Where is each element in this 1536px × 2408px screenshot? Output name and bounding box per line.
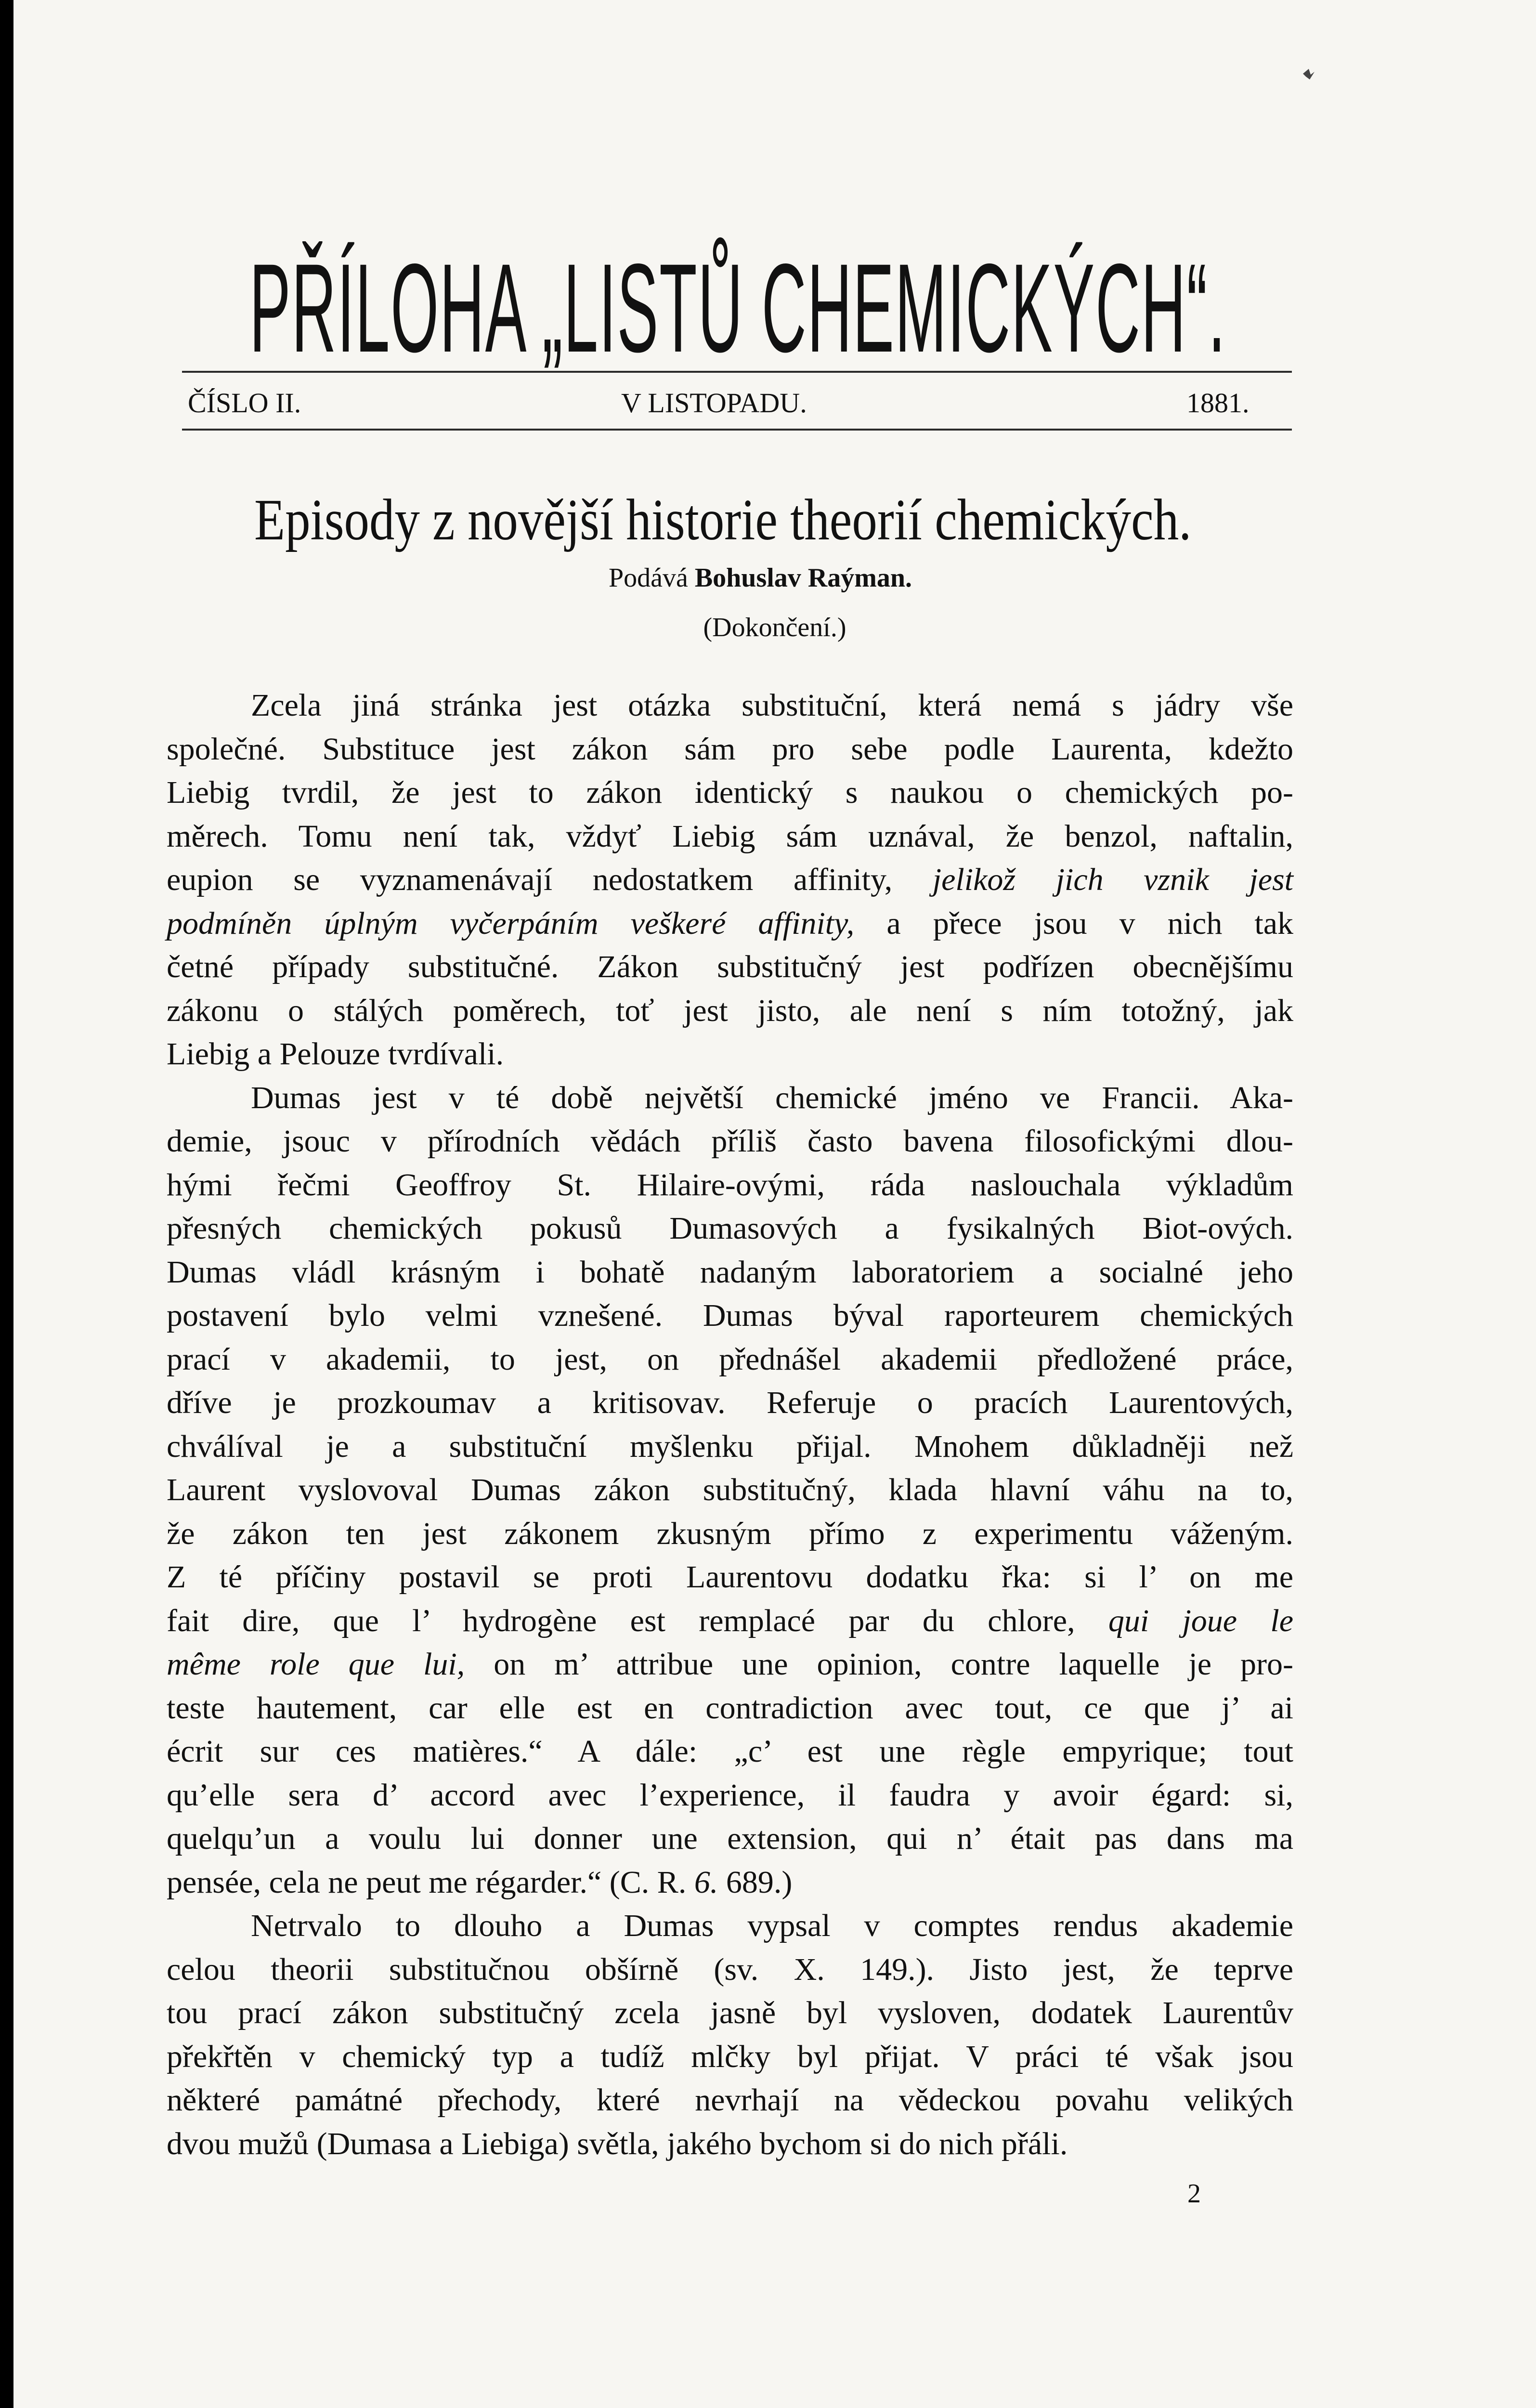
text-segment: celou theorii substitučnou obšírně (sv. X. 149.). Jisto jest, že teprve bbox=[167, 1951, 1293, 1987]
text-segment: zákonu o stálých poměrech, toť jest jisto, ale není s ním totožný, jak bbox=[167, 993, 1293, 1028]
text-line bbox=[167, 1251, 1293, 1295]
text-segment: Laurent vyslovoval Dumas zákon substitučný, klada hlavní váhu na to, bbox=[167, 1472, 1293, 1507]
text-line bbox=[167, 771, 1293, 815]
text-line bbox=[167, 1774, 1293, 1818]
text-segment: Netrvalo to dlouho a Dumas vypsal v comptes rendus akademie bbox=[251, 1908, 1293, 1943]
text-line bbox=[167, 2122, 1293, 2166]
text-segment: fait dire, que l’ hydrogène est remplacé par du chlore, bbox=[167, 1603, 1108, 1638]
text-line bbox=[167, 1904, 1293, 1948]
text-segment: demie, jsouc v přírodních vědách příliš často bavena filosofickými dlou- bbox=[167, 1124, 1293, 1159]
text-segment: Dumas vládl krásným i bohatě nadaným laboratoriem a socialné jeho bbox=[167, 1254, 1293, 1290]
issue-year: 1881. bbox=[1186, 387, 1250, 419]
text-segment: 689.) bbox=[718, 1864, 793, 1900]
text-line bbox=[167, 815, 1293, 859]
text-segment: quelqu’un a voulu lui donner une extension, qui n’ était pas dans ma bbox=[167, 1821, 1293, 1856]
text-line bbox=[167, 1164, 1293, 1207]
text-segment: qu’elle sera d’ accord avec l’experience, il faudra y avoir égard: si, bbox=[167, 1777, 1293, 1813]
italic-segment: même role que lui, bbox=[167, 1647, 465, 1682]
text-line bbox=[167, 1076, 1293, 1120]
text-line bbox=[167, 1338, 1293, 1382]
text-segment: překřtěn v chemický typ a tudíž mlčky byl přijat. V práci té však jsou bbox=[167, 2039, 1293, 2074]
text-segment: Dumas jest v té době největší chemické jméno ve Francii. Aka- bbox=[251, 1080, 1293, 1115]
masthead-rule-top bbox=[182, 371, 1292, 373]
text-line bbox=[167, 1948, 1293, 1992]
masthead-title: PŘÍLOHA „LISTŮ CHEMICKÝCH“. bbox=[249, 237, 1226, 379]
article-byline bbox=[13, 561, 1522, 595]
continuation-note: (Dokončení.) bbox=[703, 613, 846, 642]
text-line bbox=[167, 902, 1293, 946]
issue-number: ČÍSLO II. bbox=[188, 387, 301, 419]
text-segment: teste hautement, car elle est en contradiction avec tout, ce que j’ ai bbox=[167, 1690, 1293, 1726]
text-line bbox=[167, 1861, 1293, 1905]
italic-segment: podmíněn úplným vyčerpáním veškeré affinity, bbox=[167, 905, 855, 941]
italic-segment: jelikož jich vznik jest bbox=[932, 862, 1294, 897]
text-segment: écrit sur ces matières.“ A dále: „c’ est une règle empyrique; tout bbox=[167, 1734, 1293, 1769]
text-segment: tou prací zákon substitučný zcela jasně byl vysloven, dodatek Laurentův bbox=[167, 1995, 1293, 2030]
text-segment: Liebig a Pelouze tvrdívali. bbox=[167, 1036, 504, 1072]
text-segment: postavení bylo velmi vznešené. Dumas býval raporteurem chemických bbox=[167, 1298, 1293, 1333]
text-segment: on m’ attribue une opinion, contre laquelle je pro- bbox=[465, 1647, 1293, 1682]
text-segment: Zcela jiná stránka jest otázka substituční, která nemá s jádry vše bbox=[251, 688, 1293, 723]
text-line bbox=[167, 2079, 1293, 2122]
article-title: Episody z novější historie theorií chemických. bbox=[254, 487, 1192, 552]
text-line bbox=[167, 728, 1293, 772]
text-segment: chválíval je a substituční myšlenku přijal. Mnohem důkladněji než bbox=[167, 1428, 1293, 1464]
text-line bbox=[167, 1556, 1293, 1599]
italic-segment: qui joue le bbox=[1108, 1603, 1293, 1638]
text-segment: některé památné přechody, které nevrhají na vědeckou povahu velikých bbox=[167, 2082, 1293, 2118]
text-segment: hými řečmi Geoffroy St. Hilaire-ovými, ráda naslouchala výkladům bbox=[167, 1167, 1293, 1203]
text-line bbox=[167, 858, 1293, 902]
page-number: 2 bbox=[1187, 2179, 1201, 2209]
author-name: Bohuslav Raýman. bbox=[694, 563, 912, 593]
text-line bbox=[167, 989, 1293, 1033]
document-page bbox=[13, 0, 1536, 2408]
text-line bbox=[167, 1687, 1293, 1730]
text-line bbox=[167, 1817, 1293, 1861]
byline-prefix: Podává bbox=[608, 563, 688, 593]
text-line bbox=[167, 1294, 1293, 1338]
text-segment: dříve je prozkoumav a kritisovav. Referuje o pracích Laurentových, bbox=[167, 1385, 1293, 1420]
issue-month: V LISTOPADU. bbox=[621, 387, 807, 419]
text-segment: pensée, cela ne peut me régarder.“ (C. R. bbox=[167, 1864, 694, 1900]
text-line bbox=[167, 1120, 1293, 1164]
text-line bbox=[167, 945, 1293, 989]
masthead-rule-bottom bbox=[182, 429, 1292, 431]
text-segment: četné případy substitučné. Zákon substitučný jest podřízen obecnějšímu bbox=[167, 949, 1293, 984]
italic-segment: 6. bbox=[694, 1864, 718, 1900]
text-line bbox=[167, 1599, 1293, 1643]
text-segment: přesných chemických pokusů Dumasových a fysikalných Biot-ových. bbox=[167, 1211, 1293, 1246]
text-line bbox=[167, 1033, 1293, 1076]
text-segment: a přece jsou v nich tak bbox=[854, 905, 1294, 941]
text-line bbox=[167, 1730, 1293, 1774]
text-line bbox=[167, 1991, 1293, 2035]
article-body bbox=[167, 684, 1293, 2166]
text-line bbox=[167, 1425, 1293, 1469]
text-segment: měrech. Tomu není tak, vždyť Liebig sám uznával, že benzol, naftalin, bbox=[167, 818, 1293, 854]
text-line bbox=[167, 1643, 1293, 1687]
text-segment: společné. Substituce jest zákon sám pro sebe podle Laurenta, kdežto bbox=[167, 731, 1293, 767]
text-segment: že zákon ten jest zákonem zkusným přímo z experimentu váženým. bbox=[167, 1516, 1293, 1551]
text-line bbox=[167, 684, 1293, 728]
text-line bbox=[167, 1381, 1293, 1425]
text-line bbox=[167, 1468, 1293, 1512]
text-segment: dvou mužů (Dumasa a Liebiga) světla, jakého bychom si do nich přáli. bbox=[167, 2126, 1068, 2161]
text-line bbox=[167, 1512, 1293, 1556]
ink-blot-mark bbox=[1299, 65, 1318, 84]
text-segment: eupion se vyznamenávají nedostatkem affinity, bbox=[167, 862, 933, 897]
text-segment: Z té příčiny postavil se proti Laurentovu dodatku řka: si l’ on me bbox=[167, 1559, 1293, 1595]
text-segment: Liebig tvrdil, že jest to zákon identický s naukou o chemických po- bbox=[167, 775, 1293, 810]
text-line bbox=[167, 2035, 1293, 2079]
text-line bbox=[167, 1207, 1293, 1251]
text-segment: prací v akademii, to jest, on přednášel akademii předložené práce, bbox=[167, 1341, 1293, 1377]
